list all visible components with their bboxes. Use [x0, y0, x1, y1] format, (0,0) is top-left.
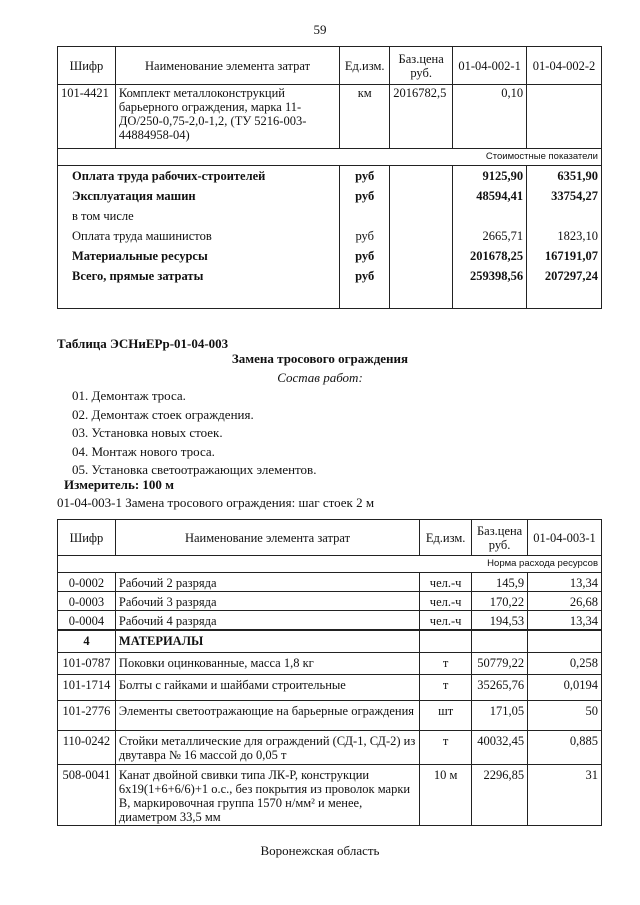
resource-name: Рабочий 4 разряда — [115, 611, 419, 631]
cost-row-unit: руб — [340, 166, 390, 187]
resource-price: 50779,22 — [472, 652, 528, 674]
work-item: 03. Установка новых стоек. — [72, 425, 223, 440]
resource-name: Канат двойной свивки типа ЛК-Р, конструкции 6х19(1+6+6/6)+1 о.с., без покрытия из проволок марки В, маркировочная группа 1570 н/мм² и менее, диаметром 33,5 мм — [115, 764, 419, 825]
resource-name: Стойки металлические для ограждений (СД-1, СД-2) из двутавра № 16 массой до 0,05 т — [115, 730, 419, 764]
resource-value: 0,0194 — [528, 674, 602, 700]
cost-row-name: Эксплуатация машин — [58, 186, 340, 206]
work-title: Состав работ: — [277, 370, 363, 385]
section-title: Замена тросового ограждения — [231, 351, 409, 366]
cost-row-value-1: 259398,56 — [453, 266, 527, 286]
cost-row — [58, 266, 602, 286]
cost-row-unit: руб — [340, 226, 390, 246]
resource-name: МАТЕРИАЛЫ — [115, 630, 419, 652]
cost-row — [58, 226, 602, 246]
resource-unit — [420, 630, 472, 652]
header-code: Шифр — [58, 47, 116, 85]
resource-row — [58, 630, 602, 652]
cost-row-unit: руб — [340, 246, 390, 266]
cost-row — [58, 206, 602, 226]
resource-code: 0-0004 — [58, 611, 116, 631]
cost-row-value-2: 6351,90 — [527, 166, 602, 187]
resource-row — [58, 611, 602, 631]
resource-row — [58, 764, 602, 825]
resource-value: 13,34 — [528, 573, 602, 592]
header-name: Наименование элемента затрат — [115, 520, 419, 556]
resource-unit: чел.-ч — [420, 573, 472, 592]
cost-row-unit — [340, 206, 390, 226]
resource-code: 101-2776 — [58, 700, 116, 730]
page-number: 59 — [313, 22, 327, 37]
resource-unit: шт — [420, 700, 472, 730]
resource-unit: т — [420, 652, 472, 674]
resource-price: 171,05 — [472, 700, 528, 730]
header-price: Баз.цена руб. — [472, 520, 528, 556]
resource-code: 0-0002 — [58, 573, 116, 592]
resource-table — [57, 519, 602, 826]
resource-name: Элементы светоотражающие на барьерные ограждения — [115, 700, 419, 730]
section-label: Стоимостные показатели — [58, 149, 602, 166]
cost-row-name: Материальные ресурсы — [58, 246, 340, 266]
resource-code: 101-0787 — [58, 652, 116, 674]
cost-row-price — [390, 246, 453, 266]
header-col1: 01-04-003-1 — [528, 520, 602, 556]
cost-row-value-2: 33754,27 — [527, 186, 602, 206]
cost-row-price — [390, 226, 453, 246]
resource-value: 26,68 — [528, 592, 602, 611]
cost-row-price — [390, 166, 453, 187]
cost-row-name: Оплата труда рабочих-строителей — [58, 166, 340, 187]
resource-price: 2296,85 — [472, 764, 528, 825]
work-item: 04. Монтаж нового троса. — [72, 443, 215, 459]
resource-value: 50 — [528, 700, 602, 730]
material-code: 101-4421 — [58, 85, 116, 149]
resource-price: 170,22 — [472, 592, 528, 611]
resource-row — [58, 652, 602, 674]
cost-row-value-1: 201678,25 — [453, 246, 527, 266]
resource-row — [58, 592, 602, 611]
material-name: Комплект металлоконструкций барьерного ограждения, марка 11-ДО/250-0,75-2,0-1,2, (ТУ 5216-003-44884958-04) — [115, 85, 339, 149]
norm-label: Норма расхода ресурсов — [58, 556, 602, 573]
header-col2: 01-04-002-2 — [527, 47, 602, 85]
resource-value — [528, 630, 602, 652]
work-items — [72, 387, 316, 480]
resource-row — [58, 700, 602, 730]
cost-row-value-1: 2665,71 — [453, 226, 527, 246]
cost-row-value-2: 1823,10 — [527, 226, 602, 246]
material-unit: км — [340, 85, 390, 149]
cost-row-unit: руб — [340, 266, 390, 286]
resource-price: 145,9 — [472, 573, 528, 592]
resource-price — [472, 630, 528, 652]
work-item: 01. Демонтаж троса. — [72, 388, 186, 403]
cost-row — [58, 186, 602, 206]
resource-value: 13,34 — [528, 611, 602, 631]
resource-unit: т — [420, 730, 472, 764]
material-value-1: 0,10 — [453, 85, 527, 149]
cost-row — [58, 166, 602, 187]
resource-value: 0,885 — [528, 730, 602, 764]
header-price: Баз.цена руб. — [390, 47, 453, 85]
header-code: Шифр — [58, 520, 116, 556]
footer: Воронежская область — [260, 843, 380, 858]
work-item: 02. Демонтаж стоек ограждения. — [72, 406, 254, 422]
cost-row-value-1: 9125,90 — [453, 166, 527, 187]
resource-unit: чел.-ч — [420, 611, 472, 631]
resource-price: 40032,45 — [472, 730, 528, 764]
resource-code: 0-0003 — [58, 592, 116, 611]
work-item: 05. Установка светоотражающих элементов. — [72, 462, 317, 477]
cost-row-value-2 — [527, 206, 602, 226]
cost-row-value-2: 207297,24 — [527, 266, 602, 286]
resource-unit: чел.-ч — [420, 592, 472, 611]
resource-code: 508-0041 — [58, 764, 116, 825]
cost-row-value-1 — [453, 206, 527, 226]
resource-name: Поковки оцинкованные, масса 1,8 кг — [115, 652, 419, 674]
cost-row-price — [390, 206, 453, 226]
resource-unit: 10 м — [420, 764, 472, 825]
material-value-2 — [527, 85, 602, 149]
cost-row-name: в том числе — [58, 206, 340, 226]
resource-code: 4 — [58, 630, 116, 652]
header-name: Наименование элемента затрат — [115, 47, 339, 85]
resource-code: 101-1714 — [58, 674, 116, 700]
subtitle: 01-04-003-1 Замена тросового ограждения: шаг стоек 2 м — [57, 495, 375, 510]
resource-name: Рабочий 2 разряда — [115, 573, 419, 592]
resource-code: 110-0242 — [58, 730, 116, 764]
table-title: Таблица ЭСНиЕРр-01-04-003 — [57, 336, 229, 351]
cost-row-price — [390, 186, 453, 206]
resource-value: 31 — [528, 764, 602, 825]
cost-row-unit: руб — [340, 186, 390, 206]
resource-unit: т — [420, 674, 472, 700]
cost-row-price — [390, 266, 453, 286]
cost-row-name: Всего, прямые затраты — [58, 266, 340, 286]
resource-row — [58, 730, 602, 764]
header-unit: Ед.изм. — [420, 520, 472, 556]
measure: Измеритель: 100 м — [64, 477, 175, 492]
cost-row-value-2: 167191,07 — [527, 246, 602, 266]
cost-row — [58, 246, 602, 266]
cost-row-value-1: 48594,41 — [453, 186, 527, 206]
cost-table-1 — [57, 46, 602, 309]
cost-row-name: Оплата труда машинистов — [58, 226, 340, 246]
resource-value: 0,258 — [528, 652, 602, 674]
resource-price: 35265,76 — [472, 674, 528, 700]
header-col1: 01-04-002-1 — [453, 47, 527, 85]
resource-row — [58, 573, 602, 592]
resource-name: Рабочий 3 разряда — [115, 592, 419, 611]
resource-price: 194,53 — [472, 611, 528, 631]
material-price: 2016782,5 — [390, 85, 453, 149]
header-unit: Ед.изм. — [340, 47, 390, 85]
resource-row — [58, 674, 602, 700]
resource-name: Болты с гайками и шайбами строительные — [115, 674, 419, 700]
